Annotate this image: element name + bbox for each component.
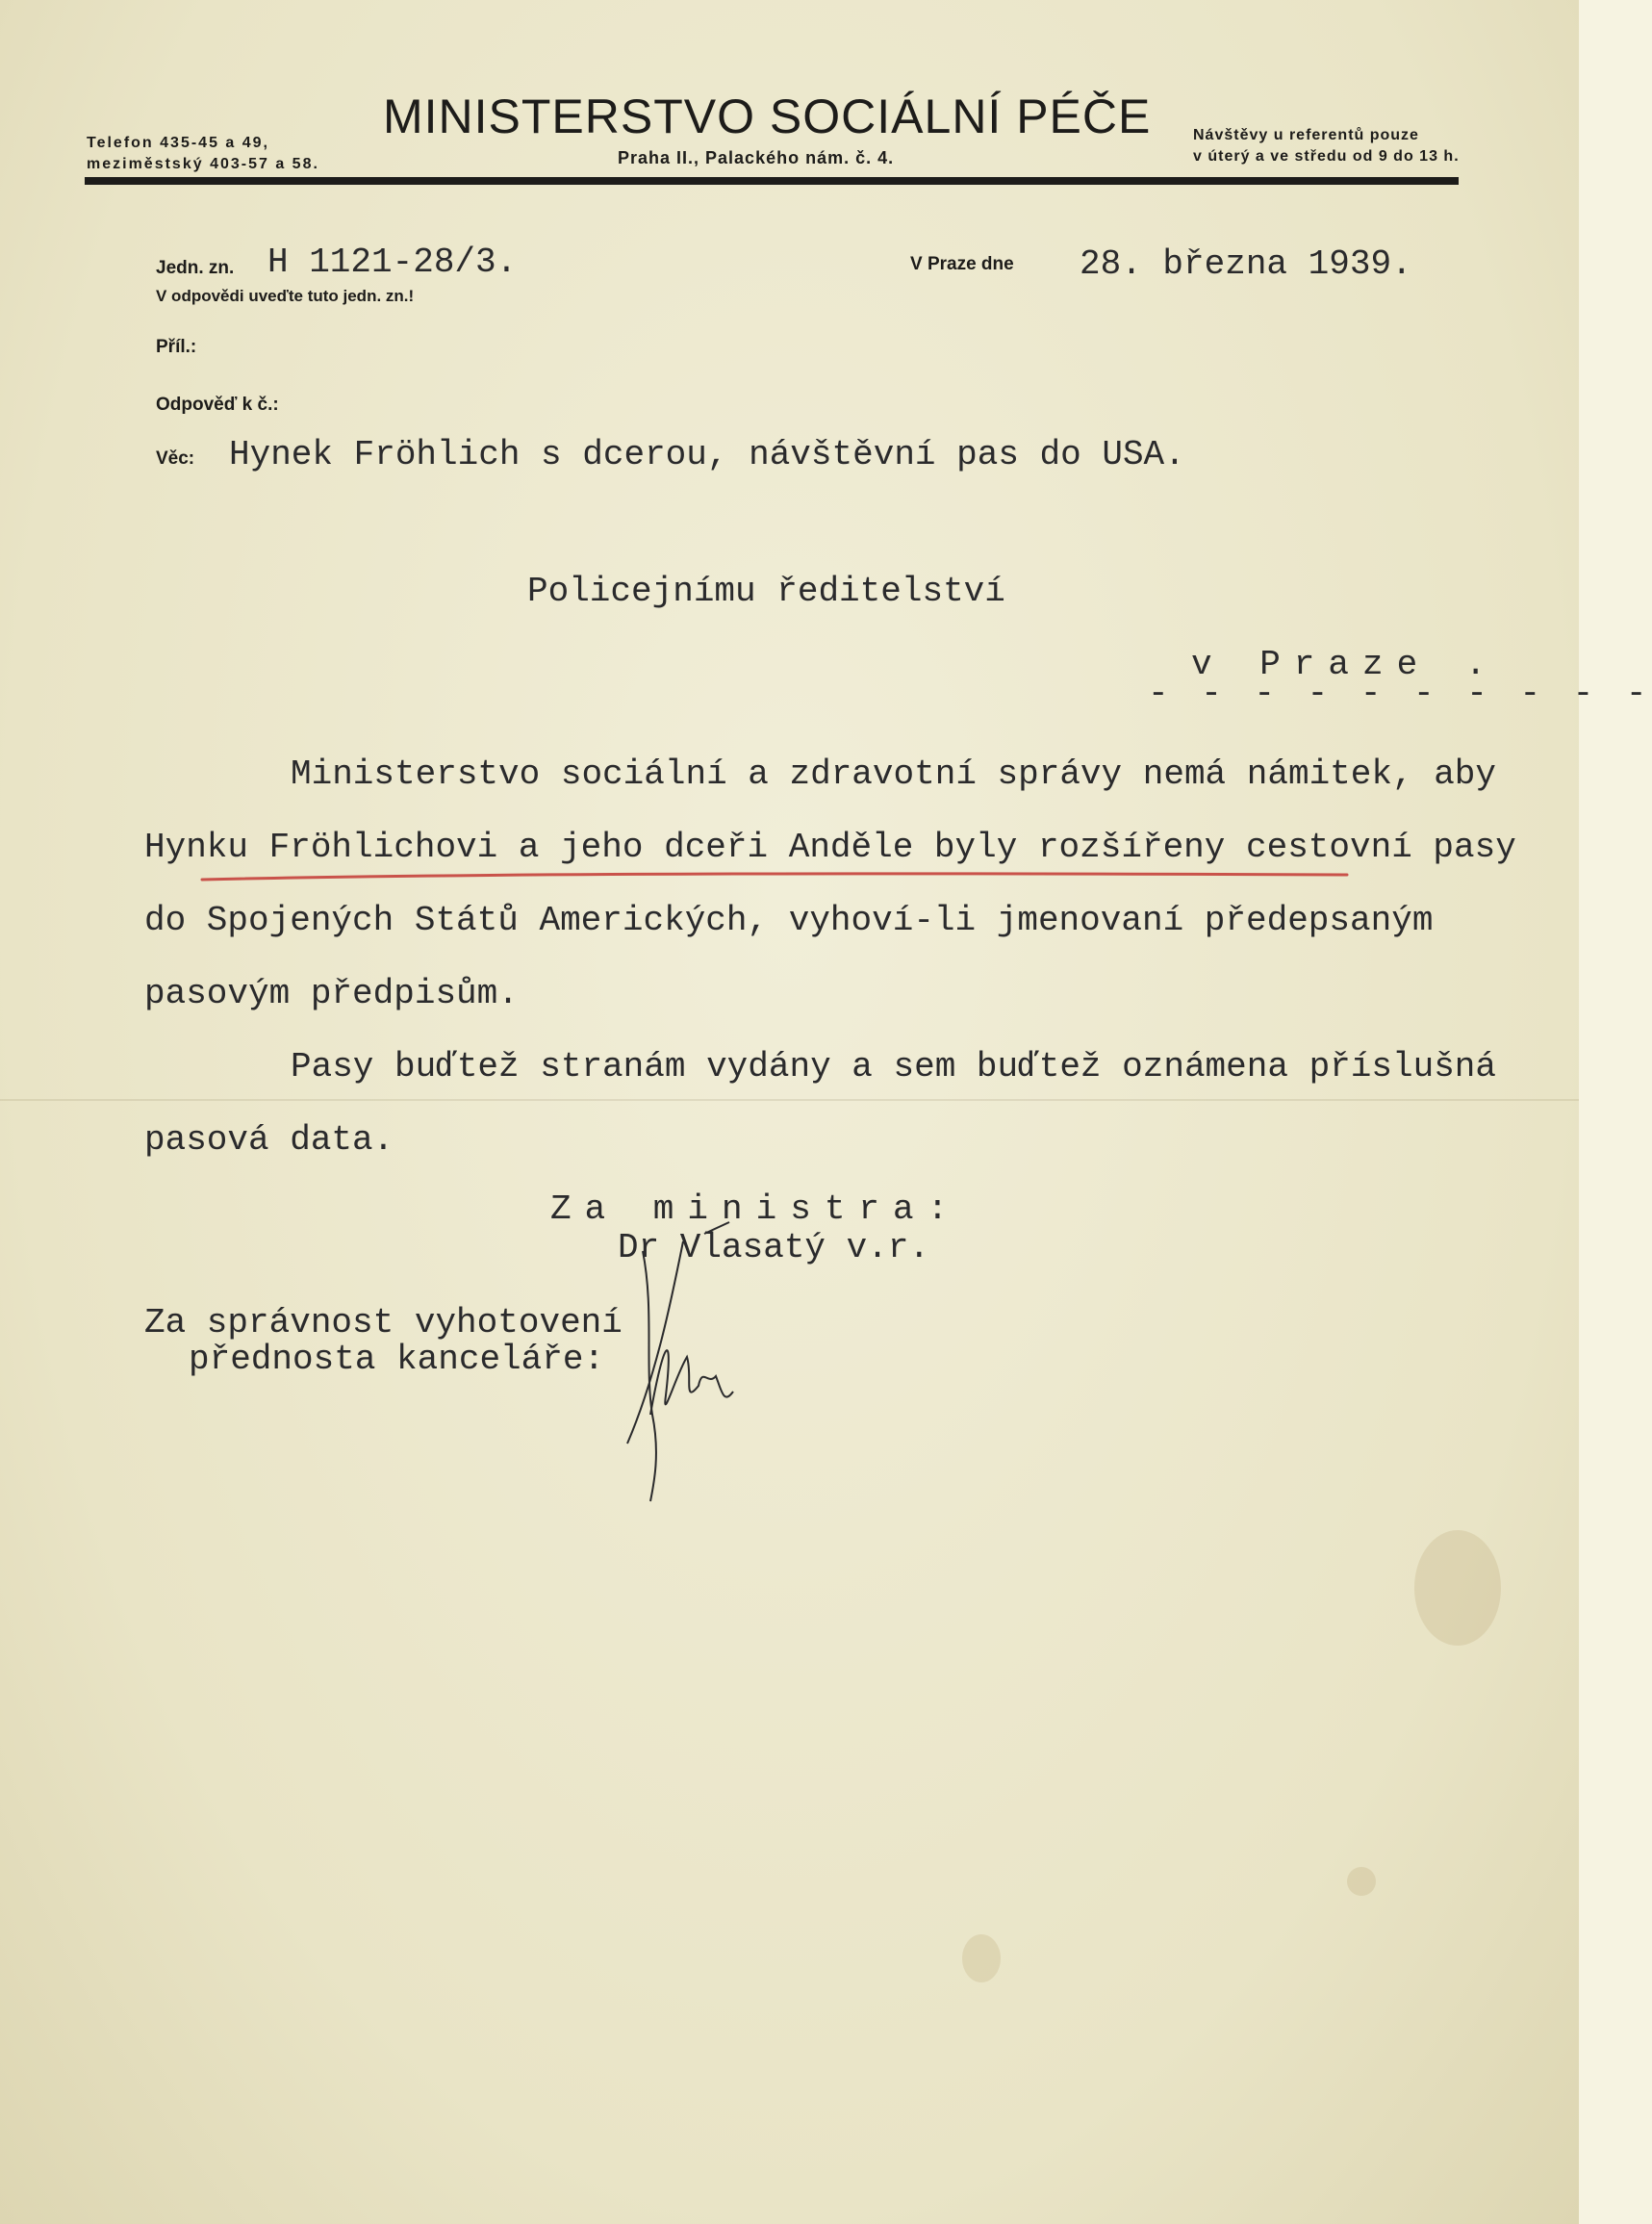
letterhead-phone [87,133,319,175]
phone-line-2: meziměstský 403-57 a 58. [87,156,319,172]
letterhead-address: Praha II., Palackého nám. č. 4. [618,148,895,167]
closing-signatory: Dr Vlasatý v.r. [618,1228,930,1267]
ref-value: H 1121-28/3. [267,243,518,282]
reply-label: Odpověď k č.: [156,395,279,415]
paper-stain [1414,1530,1501,1646]
body-p2-line-2: pasová data. [144,1120,394,1160]
subject-value: Hynek Fröhlich s dcerou, návštěvní pas do USA. [229,435,1185,474]
place-label: V Praze dne [910,254,1014,274]
body-p1-line-1: Ministerstvo sociální a zdravotní správy nemá námitek, aby [291,754,1497,794]
closing-for-minister: Za ministra: [550,1189,962,1229]
red-pencil-underline [202,871,1347,882]
letter-date: 28. března 1939. [1080,244,1412,284]
body-p1-line-2: Hynku Fröhlichovi a jeho dceři Anděle byly rozšířeny cestovní pasy [144,828,1516,867]
subject-label: Věc: [156,448,195,469]
phone-line-1: Telefon 435-45 a 49, [87,135,269,151]
recipient-underline: - - - - - - - - - - [1148,674,1652,713]
paper-stain [962,1934,1001,1982]
ref-label: Jedn. zn. [156,258,235,278]
visits-line-1: Návštěvy u referentů pouze [1193,127,1419,143]
attachments-label: Příl.: [156,337,197,357]
visits-line-2: v úterý a ve středu od 9 do 13 h. [1193,148,1460,165]
recipient-line-2: v Praze . [1191,645,1500,684]
handwritten-signature [616,1222,750,1511]
body-p1-line-3: do Spojených Států Amerických, vyhoví-li jmenovaní předepsaným [144,901,1434,940]
letterhead-visits [1193,125,1460,167]
fold-line [0,1099,1579,1101]
certification-line-1: Za správnost vyhotovení [144,1303,623,1342]
recipient-line-1: Policejnímu ředitelství [527,572,1005,611]
letterhead-title: MINISTERSTVO SOCIÁLNÍ PÉČE [383,89,1152,143]
certification-line-2: přednosta kanceláře: [189,1340,605,1379]
body-p1-line-4: pasovým předpisům. [144,974,519,1013]
ref-note: V odpovědi uveďte tuto jedn. zn.! [156,287,415,305]
body-p2-line-1: Pasy buďtež stranám vydány a sem buďtež oznámena příslušná [291,1047,1497,1086]
letterhead-rule [85,177,1459,185]
paper-stain [1347,1867,1376,1896]
